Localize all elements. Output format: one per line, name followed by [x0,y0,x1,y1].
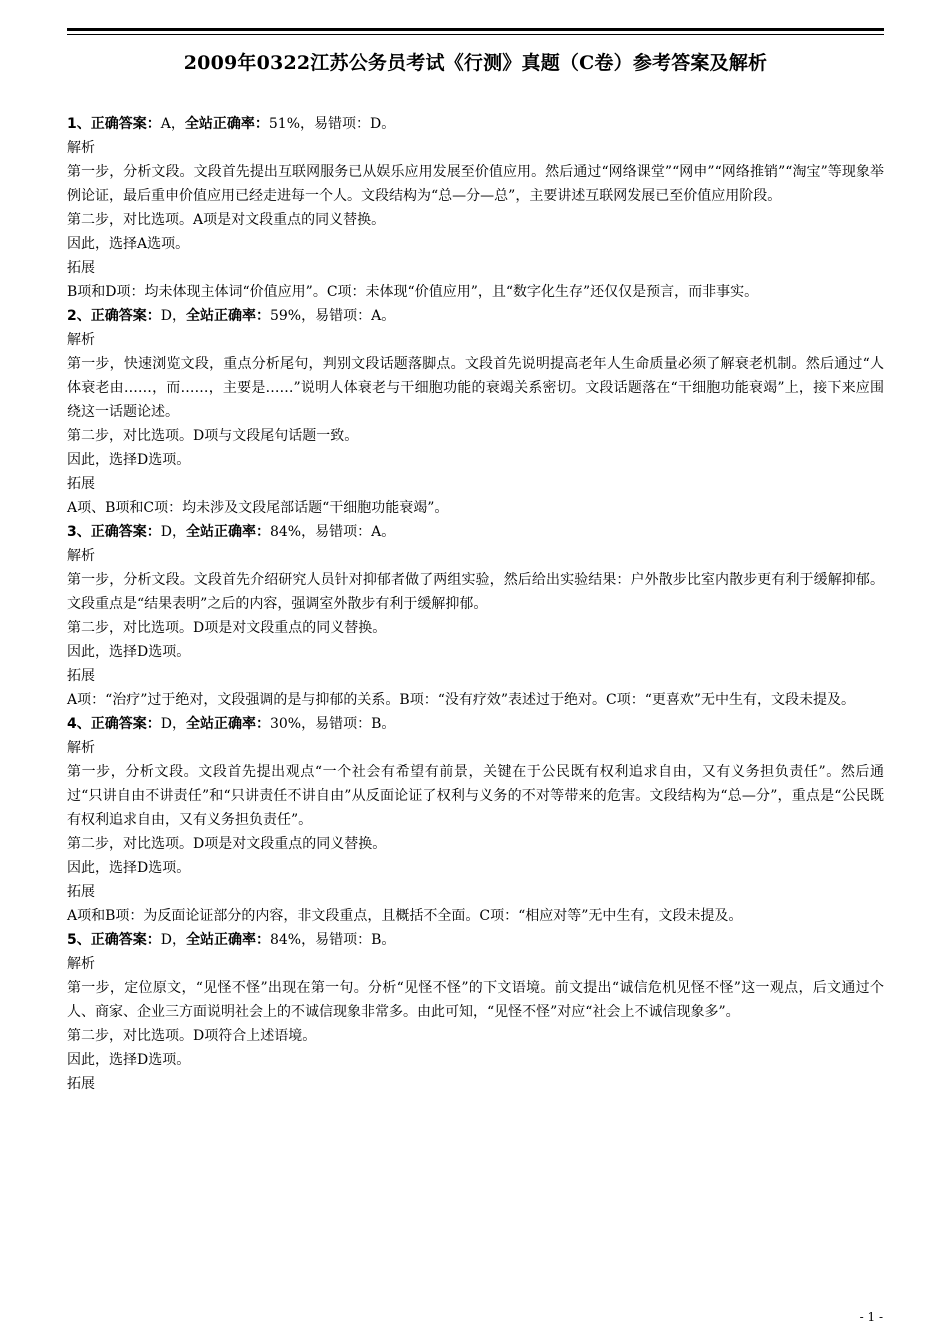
accuracy-label: 全站正确率： [185,524,270,540]
page-number: - 1 - [859,1310,883,1324]
header-rule-thick [67,28,884,31]
analysis-step: 第一步，快速浏览文段，重点分析尾句，判别文段话题落脚点。文段首先说明提高老年人生命质量必须了解衰老机制。然后通过“人体衰老由……，而……，主要是……”说明人体衰老与干细胞功能的衰竭关系密切。文段话题落在“干细胞功能衰竭”上，接下来应围绕这一话题论述。 [67,356,884,420]
analysis-label: 解析 [67,140,95,156]
analysis-step: 第二步，对比选项。D项与文段尾句话题一致。 [67,428,359,444]
accuracy-label: 全站正确率： [185,932,270,948]
question-2 [67,304,884,520]
answer-value: D， [160,932,186,948]
analysis-label: 解析 [67,548,95,564]
extend-label: 拓展 [67,668,95,684]
extend-label: 拓展 [67,476,95,492]
answer-value: D， [160,308,186,324]
accuracy-value: 59%，易错项：A。 [269,308,396,324]
analysis-label: 解析 [67,956,95,972]
answer-label: 2、正确答案： [67,308,161,324]
analysis-step: 第二步，对比选项。A项是对文段重点的同义替换。 [67,212,386,228]
analysis-conclusion: 因此，选择D选项。 [67,1052,191,1068]
accuracy-label: 全站正确率： [185,308,270,324]
accuracy-value: 30%，易错项：B。 [269,716,396,732]
question-2-answer-line [67,304,884,328]
answer-label: 4、正确答案： [67,716,161,732]
document-title: 2009年0322江苏公务员考试《行测》真题（C卷）参考答案及解析 [183,52,768,74]
question-3 [67,520,884,712]
analysis-conclusion: 因此，选择A选项。 [67,236,190,252]
analysis-step: 第二步，对比选项。D项符合上述语境。 [67,1028,317,1044]
extend-label: 拓展 [67,1076,95,1092]
analysis-label: 解析 [67,740,95,756]
analysis-step: 第二步，对比选项。D项是对文段重点的同义替换。 [67,836,387,852]
question-3-answer-line [67,520,884,544]
header-rule-thin [67,34,884,35]
extend-text: A项、B项和C项：均未涉及文段尾部话题“干细胞功能衰竭”。 [67,500,449,516]
accuracy-value: 84%，易错项：B。 [269,932,396,948]
document-body [67,112,884,1096]
question-5 [67,928,884,1096]
analysis-step: 第一步，分析文段。文段首先提出互联网服务已从娱乐应用发展至价值应用。然后通过“网络课堂”“网申”“网络推销”“淘宝”等现象举例论证，最后重申价值应用已经走进每一个人。文段结构为“总—分—总”，主要讲述互联网发展已至价值应用阶段。 [67,164,884,204]
answer-value: D， [160,716,186,732]
answer-label: 1、正确答案： [67,116,161,132]
analysis-step: 第一步，定位原文，“见怪不怪”出现在第一句。分析“见怪不怪”的下文语境。前文提出“诚信危机见怪不怪”这一观点，后文通过个人、商家、企业三方面说明社会上的不诚信现象非常多。由此可知，“见怪不怪”对应“社会上不诚信现象多”。 [67,980,884,1020]
analysis-conclusion: 因此，选择D选项。 [67,860,191,876]
accuracy-label: 全站正确率： [185,716,270,732]
analysis-conclusion: 因此，选择D选项。 [67,644,191,660]
question-4-answer-line [67,712,884,736]
extend-text: B项和D项：均未体现主体词“价值应用”。C项：未体现“价值应用”，且“数字化生存”还仅仅是预言，而非事实。 [67,284,759,300]
extend-label: 拓展 [67,260,95,276]
extend-text: A项和B项：为反面论证部分的内容，非文段重点，且概括不全面。C项：“相应对等”无中生有，文段未提及。 [67,908,743,924]
answer-value: A， [160,116,185,132]
analysis-conclusion: 因此，选择D选项。 [67,452,191,468]
analysis-step: 第一步，分析文段。文段首先提出观点“一个社会有希望有前景，关键在于公民既有权利追求自由，又有义务担负责任”。然后通过“只讲自由不讲责任”和“只讲责任不讲自由”从反面论证了权利与义务的不对等带来的危害。文段结构为“总—分”，重点是“公民既有权利追求自由，又有义务担负责任”。 [67,764,884,828]
question-1 [67,112,884,304]
analysis-step: 第二步，对比选项。D项是对文段重点的同义替换。 [67,620,387,636]
question-5-answer-line [67,928,884,952]
question-1-answer-line [67,112,884,136]
question-4 [67,712,884,928]
accuracy-value: 51%，易错项：D。 [268,116,396,132]
extend-label: 拓展 [67,884,95,900]
analysis-step: 第一步，分析文段。文段首先介绍研究人员针对抑郁者做了两组实验，然后给出实验结果：户外散步比室内散步更有利于缓解抑郁。文段重点是“结果表明”之后的内容，强调室外散步有利于缓解抑郁。 [67,572,884,612]
accuracy-label: 全站正确率： [184,116,269,132]
extend-text: A项：“治疗”过于绝对，文段强调的是与抑郁的关系。B项：“没有疗效”表述过于绝对。C项：“更喜欢”无中生有，文段未提及。 [67,692,856,708]
analysis-label: 解析 [67,332,95,348]
answer-label: 5、正确答案： [67,932,161,948]
accuracy-value: 84%，易错项：A。 [269,524,396,540]
answer-value: D， [160,524,186,540]
answer-label: 3、正确答案： [67,524,161,540]
